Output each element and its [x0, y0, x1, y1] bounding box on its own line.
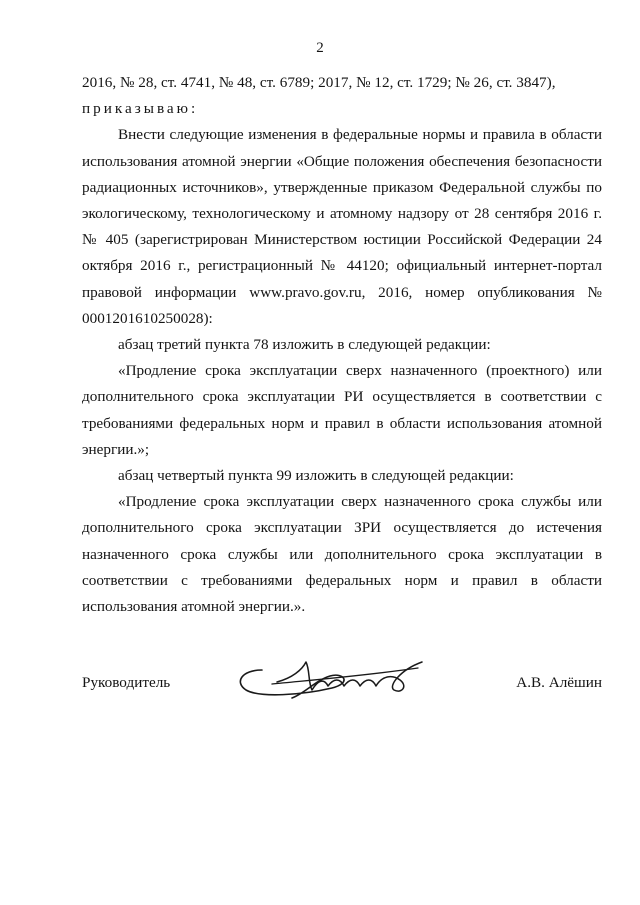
paragraph-citation-tail: 2016, № 28, ст. 4741, № 48, ст. 6789; 2017, № 12, ст. 1729; № 26, ст. 3847), [82, 74, 556, 91]
paragraph-item-99-text: «Продление срока эксплуатации сверх назначенного срока службы или дополнительного срока эксплуатации ЗРИ осуществляется до истечения назначенного срока службы или дополнительного срока эксплуатации в соответствии с требованиями федеральных норм и правил в области использования атомной энергии.». [82, 493, 602, 616]
signer-name: А.В. Алёшин [516, 674, 602, 691]
signature-block [82, 640, 602, 710]
paragraph-amendment-intro: Внести следующие изменения в федеральные нормы и правила в области использования атомной энергии «Общие положения обеспечения безопасности радиационных источников», утвержденные приказом Федеральной службы по экологическому, технологическому и атомному надзору от 28 сентября 2016 г. № 405 (зарегистрирован Министерством юстиции Российской Федерации 24 октября 2016 г., регистрационный № 44120; официальный интернет-портал правовой информации www.pravo.gov.ru, 2016, номер опубликования № 0001201610250028): [82, 126, 602, 327]
signer-role: Руководитель [82, 674, 171, 691]
paragraph-item-78-heading: абзац третий пункта 78 изложить в следующей редакции: [118, 336, 491, 354]
document-body [82, 70, 602, 620]
paragraph-item-78-text: «Продление срока эксплуатации сверх назначенного (проектного) или дополнительного срока эксплуатации РИ осуществляется в соответствии с требованиями федеральных норм и правил в области использования атомной энергии.»; [82, 362, 602, 458]
paragraph-item-99-heading: абзац четвертый пункта 99 изложить в следующей редакции: [118, 467, 514, 485]
page-number: 2 [316, 40, 324, 56]
handwritten-signature-icon [232, 640, 442, 710]
paragraph-order-word: приказываю: [82, 100, 199, 118]
